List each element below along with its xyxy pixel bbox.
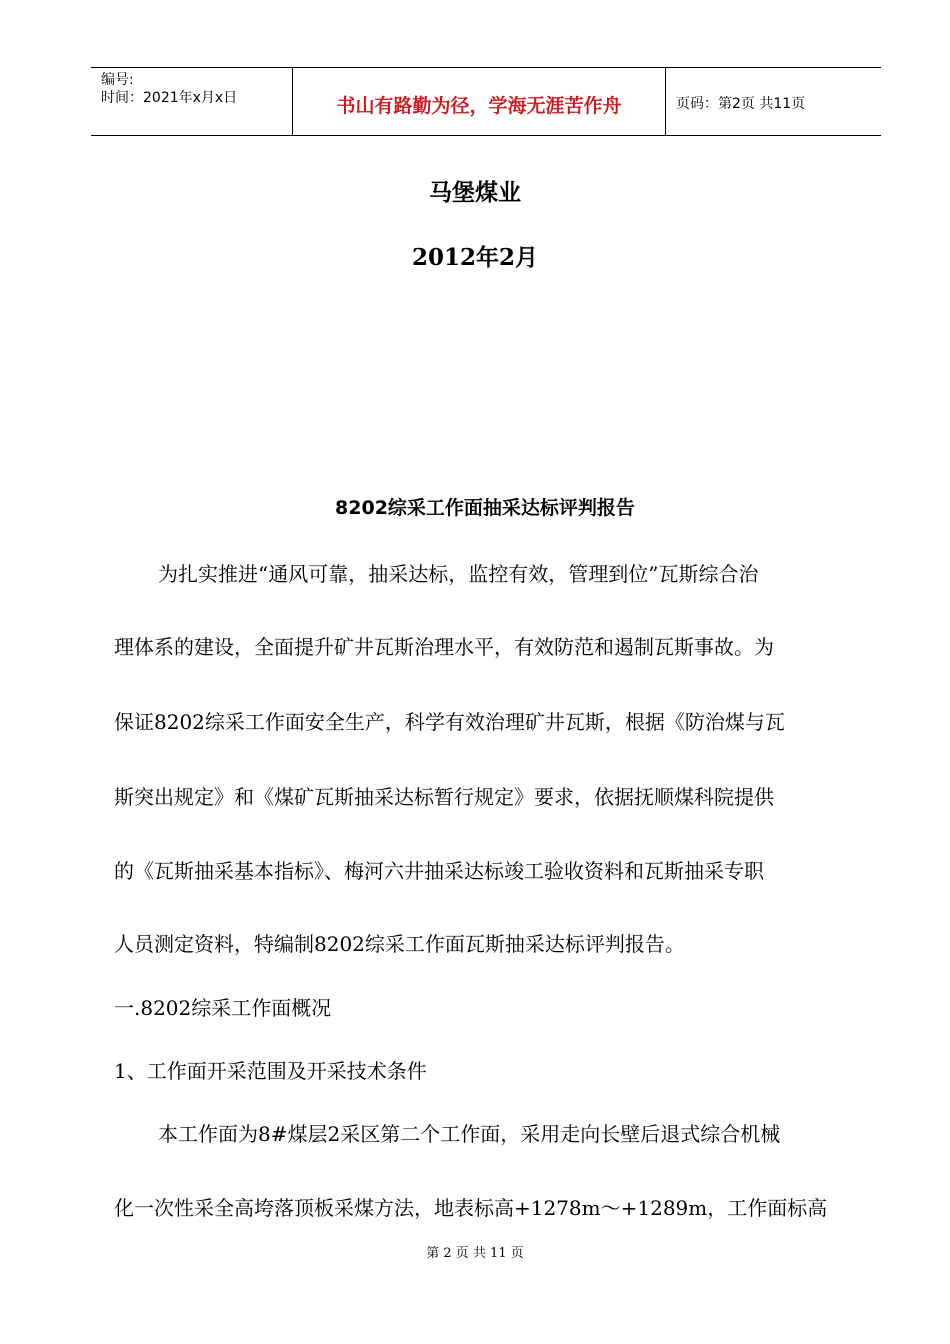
- body-line: 为扎实推进“通风可靠，抽采达标，监控有效，管理到位”瓦斯综合治: [158, 562, 759, 586]
- header-page-cell: [666, 68, 881, 135]
- document-code-label: 编号:: [101, 72, 134, 88]
- subsection-heading: 1、工作面开采范围及开采技术条件: [114, 1059, 427, 1083]
- document-header: [91, 67, 881, 136]
- header-page-number: 页码：第2页 共11页: [676, 96, 806, 112]
- document-time-label: 时间：2021年x月x日: [101, 90, 238, 106]
- header-info-cell: [91, 68, 293, 135]
- body-line: 化一次性采全高垮落顶板采煤方法，地表标高+1278m～+1289m，工作面标高: [114, 1196, 828, 1220]
- report-date: 2012年2月: [411, 244, 539, 271]
- company-name: 马堡煤业: [429, 180, 521, 206]
- section-heading: 一.8202综采工作面概况: [114, 996, 332, 1020]
- body-line: 本工作面为8#煤层2采区第二个工作面，采用走向长壁后退式综合机械: [158, 1122, 781, 1146]
- body-line: 理体系的建设，全面提升矿井瓦斯治理水平，有效防范和遏制瓦斯事故。为: [114, 635, 774, 659]
- header-motto-cell: [293, 68, 666, 135]
- report-title: 8202综采工作面抽采达标评判报告: [335, 497, 635, 519]
- header-motto: 书山有路勤为径，学海无涯苦作舟: [336, 95, 622, 117]
- page-footer: 第 2 页 共 11 页: [426, 1246, 524, 1261]
- body-line: 保证8202综采工作面安全生产，科学有效治理矿井瓦斯，根据《防治煤与瓦: [114, 710, 785, 734]
- body-line: 斯突出规定》和《煤矿瓦斯抽采达标暂行规定》要求，依据抚顺煤科院提供: [114, 785, 774, 809]
- body-line: 的《瓦斯抽采基本指标》、梅河六井抽采达标竣工验收资料和瓦斯抽采专职: [114, 859, 764, 883]
- body-line: 人员测定资料，特编制8202综采工作面瓦斯抽采达标评判报告。: [114, 932, 685, 956]
